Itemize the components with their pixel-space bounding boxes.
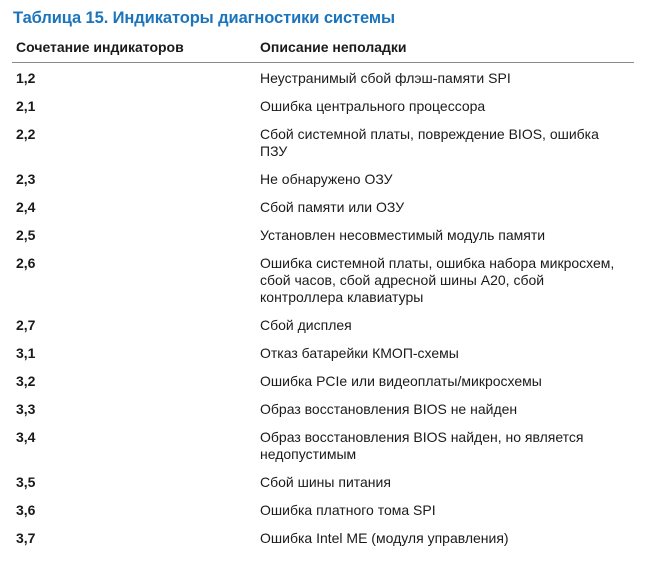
table-row — [12, 248, 634, 310]
problem-description: Сбой памяти или ОЗУ — [260, 199, 405, 215]
indicator-code: 2,3 — [16, 171, 36, 187]
problem-description: Ошибка платного тома SPI — [260, 502, 436, 518]
table-row — [12, 495, 634, 523]
problem-description: Неустранимый сбой флэш-памяти SPI — [260, 70, 511, 86]
problem-description: Образ восстановления BIOS найден, но является недопустимым — [260, 429, 584, 462]
table-row — [12, 220, 634, 248]
table-row — [12, 164, 634, 192]
table-row — [12, 91, 634, 119]
indicator-code: 3,6 — [16, 502, 36, 518]
problem-description: Образ восстановления BIOS не найден — [260, 401, 518, 417]
indicator-code: 3,5 — [16, 474, 36, 490]
indicator-code: 3,7 — [16, 530, 36, 546]
table-title: Таблица 15. Индикаторы диагностики системы — [13, 9, 395, 27]
indicator-code: 2,4 — [16, 199, 36, 215]
table-row — [12, 394, 634, 422]
problem-description: Отказ батарейки КМОП-схемы — [260, 345, 459, 361]
problem-description: Ошибка PCIe или видеоплаты/микросхемы — [260, 373, 542, 389]
header-indicator-combination: Сочетание индикаторов — [12, 31, 256, 63]
problem-description: Установлен несовместимый модуль памяти — [260, 227, 546, 243]
table-row — [12, 63, 634, 92]
indicator-code: 2,7 — [16, 317, 36, 333]
table-row — [12, 119, 634, 164]
problem-description: Не обнаружено ОЗУ — [260, 171, 393, 187]
problem-description: Ошибка центрального процессора — [260, 98, 486, 114]
table-row — [12, 467, 634, 495]
indicator-code: 2,5 — [16, 227, 36, 243]
indicator-code: 3,3 — [16, 401, 36, 417]
indicator-code: 3,2 — [16, 373, 36, 389]
header-problem-description: Описание неполадки — [256, 31, 634, 63]
indicator-code: 1,2 — [16, 70, 36, 86]
problem-description: Сбой системной платы, повреждение BIOS, ошибка ПЗУ — [260, 126, 599, 159]
table-row — [12, 422, 634, 467]
indicator-code: 2,2 — [16, 126, 36, 142]
table-row — [12, 523, 634, 551]
table-row — [12, 310, 634, 338]
table-header-row — [12, 31, 634, 63]
problem-description: Сбой шины питания — [260, 474, 391, 490]
table-row — [12, 192, 634, 220]
table-row — [12, 366, 634, 394]
problem-description: Ошибка системной платы, ошибка набора микросхем, сбой часов, сбой адресной шины A20, сбой контроллера клавиатуры — [260, 255, 615, 305]
indicator-code: 3,4 — [16, 429, 36, 445]
problem-description: Сбой дисплея — [260, 317, 352, 333]
indicator-code: 2,6 — [16, 255, 36, 271]
diagnostic-table — [12, 31, 634, 551]
indicator-code: 2,1 — [16, 98, 36, 114]
table-row — [12, 338, 634, 366]
problem-description: Ошибка Intel ME (модуля управления) — [260, 530, 509, 546]
indicator-code: 3,1 — [16, 345, 36, 361]
